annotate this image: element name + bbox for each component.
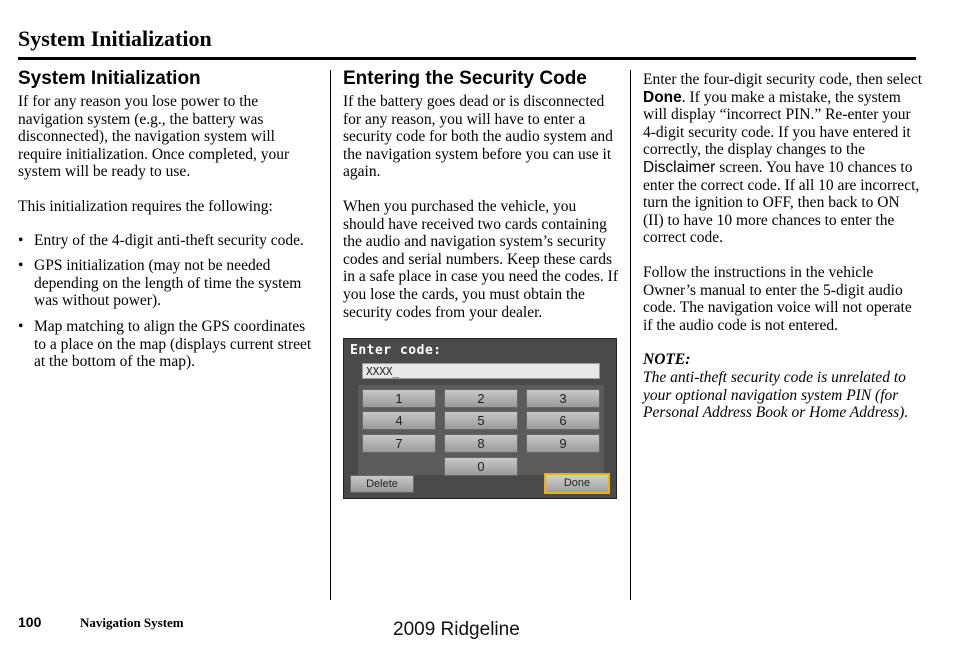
bullet-item: • GPS initialization (may not be needed depending on the length of time the system was without power).	[18, 257, 302, 310]
key-9[interactable]: 9	[526, 434, 600, 453]
bullet-item: • Entry of the 4-digit anti-theft security code.	[18, 231, 304, 249]
page-title: System Initialization	[18, 26, 212, 51]
column-divider	[330, 70, 331, 600]
key-3[interactable]: 3	[526, 389, 600, 408]
paragraph: If for any reason you lose power to the navigation system (e.g., the battery was disconnected), the navigation system will require initialization. Once completed, your system will be ready to use.	[18, 93, 290, 181]
paragraph: If the battery goes dead or is disconnected for any reason, you will have to enter a security code for both the audio system and the navigation system before you can use it again.	[343, 93, 613, 181]
footer-section: Navigation System	[80, 615, 184, 630]
section-heading: Entering the Security Code	[343, 68, 587, 89]
done-term: Done	[643, 88, 682, 106]
key-7[interactable]: 7	[362, 434, 436, 453]
paragraph: Enter the four-digit security code, then select Done. If you make a mistake, the system will display “incorrect PIN.” Re-enter your 4-digit security code. If you have entered it correctly, the display changes to the Disclaimer screen. You have 10 chances to enter the correct code. If all 10 are incorrect, turn the ignition to OFF, then back to ON (II) to have 10 more chances to enter the correct code.	[643, 71, 923, 247]
note-heading: NOTE:	[643, 351, 691, 369]
delete-button[interactable]: Delete	[350, 475, 414, 493]
key-0[interactable]: 0	[444, 457, 518, 476]
key-2[interactable]: 2	[444, 389, 518, 408]
note-body: The anti-theft security code is unrelated to your optional navigation system PIN (for Personal Address Book or Home Address).	[643, 368, 909, 422]
enter-code-screen	[343, 338, 617, 499]
bullet-mark: •	[18, 231, 24, 249]
column-right	[643, 71, 923, 422]
key-1[interactable]: 1	[362, 389, 436, 408]
column-divider	[630, 70, 631, 600]
paragraph: This initialization requires the following:	[18, 197, 273, 215]
paragraph: When you purchased the vehicle, you should have received two cards containing the audio and navigation system’s security codes and serial numbers. Keep these cards in a safe place in case you need the codes. If you lose the cards, you must obtain the security codes from your dealer.	[343, 197, 618, 321]
code-input[interactable]: XXXX_	[362, 363, 600, 379]
key-8[interactable]: 8	[444, 434, 518, 453]
key-5[interactable]: 5	[444, 411, 518, 430]
screen-title: Enter code:	[350, 343, 442, 358]
key-6[interactable]: 6	[526, 411, 600, 430]
done-button[interactable]: Done	[544, 473, 610, 494]
disclaimer-term: Disclaimer	[643, 158, 716, 176]
column-left	[18, 68, 318, 371]
bullet-item: • Map matching to align the GPS coordinates to a place on the map (displays current street at the bottom of the map).	[18, 317, 312, 371]
page-number: 100	[18, 614, 42, 630]
watermark: 2009 Ridgeline	[393, 619, 520, 640]
bullet-mark: •	[18, 257, 24, 275]
section-heading: System Initialization	[18, 68, 201, 89]
key-4[interactable]: 4	[362, 411, 436, 430]
column-middle	[343, 68, 619, 321]
bullet-mark: •	[18, 317, 24, 335]
header-rule	[18, 57, 916, 60]
paragraph: Follow the instructions in the vehicle Owner’s manual to enter the 5-digit audio code. The navigation voice will not operate if the audio code is not entered.	[643, 263, 912, 334]
